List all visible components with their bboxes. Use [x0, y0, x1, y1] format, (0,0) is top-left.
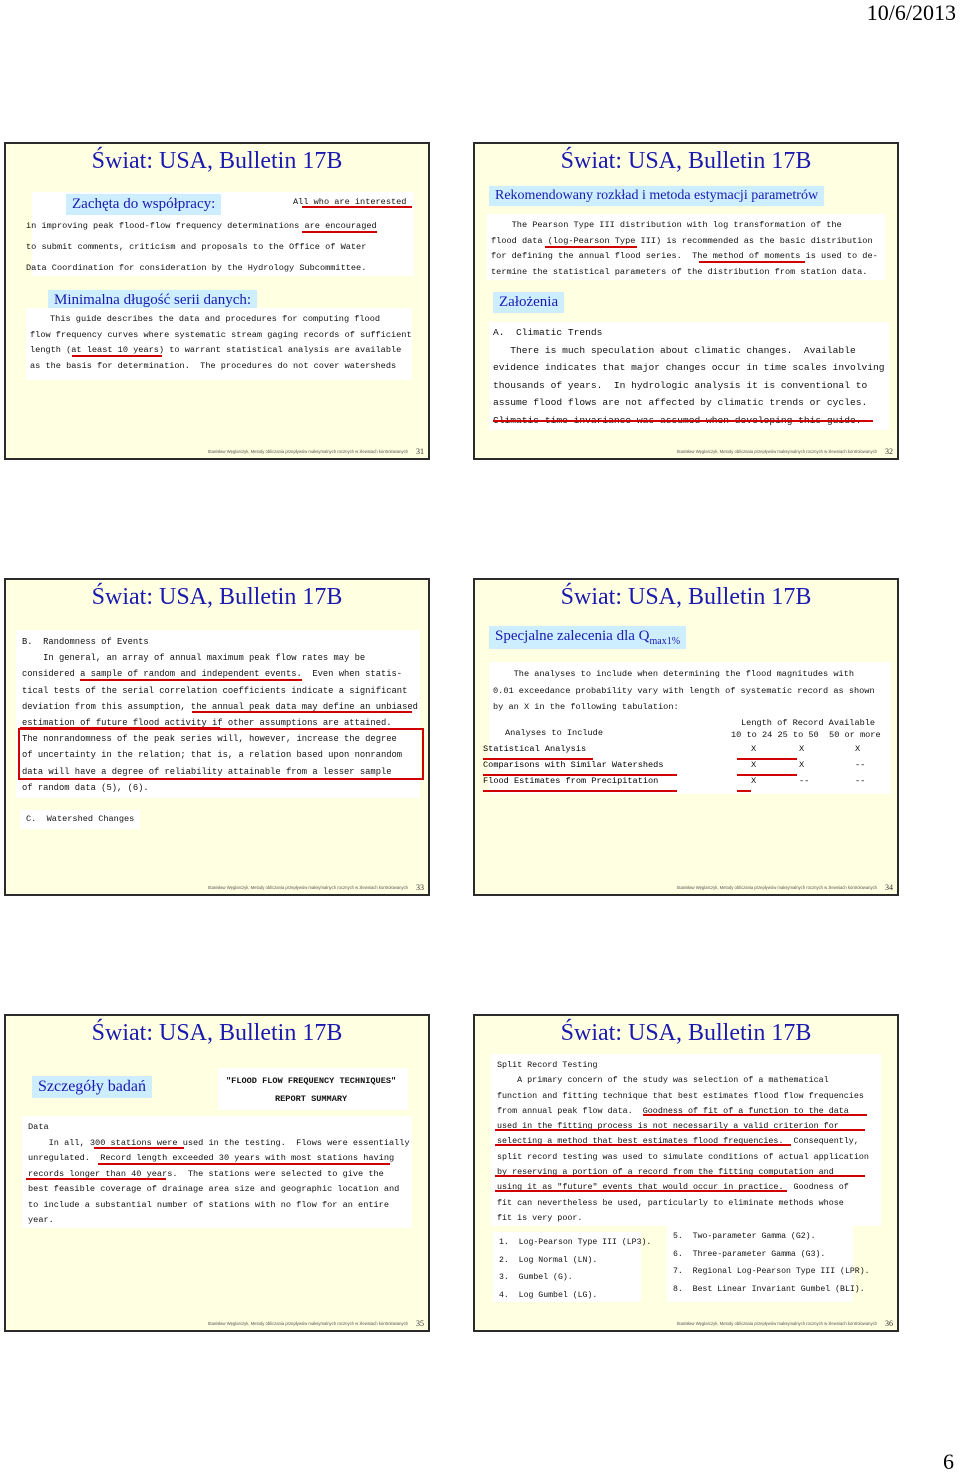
method-list-left: [495, 1232, 655, 1306]
text-line: A primary concern of the study was selection of a mathematical: [497, 1075, 829, 1086]
red-underline: [302, 206, 412, 208]
text-line: of uncertainty in the relation; that is, a relation based upon nonrandom: [22, 750, 403, 761]
list-item: 7. Regional Log-Pearson Type III (LPR).: [673, 1267, 870, 1276]
text-line: by reserving a portion of a record from the fitting computation and: [497, 1167, 834, 1178]
list-item: 8. Best Linear Invariant Gumbel (BLI).: [673, 1284, 865, 1294]
text-line: The analyses to include when determining the flood magnitudes with: [493, 669, 854, 679]
red-underline: [643, 1114, 867, 1116]
red-underline: [483, 758, 593, 760]
text-line: using it as "future" events that would occur in practice. Goodness of: [497, 1182, 849, 1193]
red-underline: [80, 679, 302, 681]
list-item: 2. Log Normal (LN).: [499, 1255, 598, 1265]
text-line: split record testing was used to simulate conditions of actual application: [497, 1151, 869, 1162]
slide-32: Świat: USA, Bulletin 17B Rekomendowany rozkład i metoda estymacji parametrów The Pearson Type III distribution with log transformation of the flood data (log-Pearson Type III) is recommended as the basic distribution for defining the annual flood series. The method of moments is used to de- termine the statistical parameters of the distribution from station data. Założenia A. Climatic Trends There is much speculation about climatic changes. Available evidence indicates that major changes occur in time scales involving thousands of years. In hydrologic analysis it is conventional to assume flood flows are not affected by climatic trends or cycles. Climatic time invariance was assumed when developing this guide. Stanisław Węglarczyk, Metody obliczania przepływów maksymalnych rocznych w zlewniach kontrolowanych 32: [473, 142, 899, 460]
red-underline: [98, 1163, 390, 1165]
text-line: Data: [28, 1122, 49, 1132]
text-line: flood data (log-Pearson Type III) is recommended as the basic distribution: [491, 235, 873, 246]
red-underline: [483, 774, 677, 776]
red-underline: [72, 355, 162, 357]
table-caption: Length of Record Available: [741, 718, 876, 728]
red-underline: [737, 758, 797, 760]
scan-text-block: [22, 214, 381, 281]
red-underline: [495, 1175, 865, 1177]
slide-title: Świat: USA, Bulletin 17B: [91, 1020, 343, 1046]
label-min-length: Minimalna długość serii danych:: [48, 290, 257, 311]
slide-title: Świat: USA, Bulletin 17B: [91, 148, 343, 174]
page-number: 6: [943, 1449, 954, 1474]
text-line: A. Climatic Trends: [493, 327, 603, 338]
red-underline: [737, 774, 797, 776]
label-special-recommendations: Specjalne zalecenia dla $Q_{max1\%}$: [489, 626, 686, 649]
text-line: length (at least 10 years) to warrant statistical analysis are available: [30, 345, 402, 355]
red-underline: [495, 1129, 865, 1131]
text-line: fit can nevertheless be used, particularly to eliminate methods whose: [497, 1197, 844, 1208]
list-item: 4. Log Gumbel (LG).: [499, 1290, 598, 1300]
text-line: B. Randomness of Events: [22, 637, 149, 647]
slide-34: Świat: USA, Bulletin 17B Specjalne zalecenia dla $Q_{max1\%}$ The analyses to include when determining the flood magnitudes with 0.01 exceedance probability vary with length of systematic record as shown by an X in the following tabulation: Length of Record Available Analyses to Include 10 to 24 25 to 50 50 or more Statistical Analysis X X X Comparisons with Similar Watersheds X X -- Flood Estimates from Precipitation X -- -- Stanisław Węglarczyk, Metody obliczania przepływów maksymalnych rocznych w zlewniach kontrolowanych 34: [473, 578, 899, 896]
text-line: year.: [28, 1215, 54, 1225]
text-line: assume flood flows are not affected by climatic trends or cycles.: [493, 397, 868, 409]
method-list-right: [669, 1226, 874, 1300]
red-underline: [20, 727, 220, 729]
scan-line: C. Watershed Changes: [20, 810, 140, 829]
text-line: The nonrandomness of the peak series will, however, increase the degree: [22, 734, 397, 745]
text-line: for defining the annual flood series. The method of moments is used to de-: [491, 251, 878, 261]
text-line: In general, an array of annual maximum peak flow rates may be: [22, 653, 366, 664]
report-title: [222, 1070, 400, 1110]
label-recommended: Rekomendowany rozkład i metoda estymacji parametrów: [489, 186, 824, 206]
text-line: in improving peak flood-flow frequency determinations are encouraged: [26, 221, 377, 231]
slide-31: Świat: USA, Bulletin 17B Zachęta do współpracy: All who are interested in improving peak flood-flow frequency determinations are encouraged to submit comments, criticism and proposals to the Office of Water Data Coordination for consideration by the Hydrology Subcommittee. Minimalna długość serii danych: This guide describes the data and procedures for computing flood flow frequency curves where systematic stream gaging records of sufficient length (at least 10 years) to warrant statistical analysis are available as the basis for determination. The procedures do not cover watersheds Stanisław Węglarczyk, Metody obliczania przepływów maksymalnych rocznych w zlewniach kontrolowanych 31: [4, 142, 430, 460]
text-line: used in the fitting process is not necessarily a valid criterion for: [497, 1121, 839, 1132]
text-line: by an X in the following tabulation:: [493, 702, 679, 712]
red-underline: [495, 1144, 791, 1146]
label-assumptions: Założenia: [493, 292, 564, 313]
red-underline: [483, 790, 677, 792]
text-line: thousands of years. In hydrologic analysis it is conventional to: [493, 379, 868, 391]
text-line: of random data (5), (6).: [22, 782, 149, 793]
red-underline: [699, 261, 805, 263]
scan-text-block: [26, 310, 416, 376]
list-item: 3. Gumbel (G).: [499, 1273, 573, 1282]
text-line: In all, 300 stations were used in the testing. Flows were essentially: [28, 1137, 410, 1148]
red-underline: [94, 1147, 184, 1149]
text-line: deviation from this assumption, the annual peak data may define an unbiased: [22, 701, 418, 712]
text-line: "FLOOD FLOW FREQUENCY TECHNIQUES": [226, 1076, 397, 1086]
text-line: to include a substantial number of stations with no flow for an entire: [28, 1199, 389, 1210]
red-underline: [737, 790, 751, 792]
list-item: 6. Three-parameter Gamma (G3).: [673, 1249, 826, 1259]
slide-title: Świat: USA, Bulletin 17B: [91, 584, 343, 610]
text-line: unregulated. Record length exceeded 30 years with most stations having: [28, 1153, 395, 1163]
table-row: Statistical Analysis X X X: [483, 744, 861, 754]
text-line: termine the statistical parameters of the distribution from station data.: [491, 266, 868, 277]
text-line: The Pearson Type III distribution with log transformation of the: [491, 220, 842, 230]
red-underline: [302, 231, 377, 233]
text-line: tical tests of the serial correlation coefficients indicate a significant: [22, 685, 408, 696]
text-line: selecting a method that best estimates flood frequencies. Consequently,: [497, 1136, 859, 1147]
red-highlight-box: [18, 728, 424, 780]
scan-text-block: [24, 1118, 414, 1231]
table-row: Comparisons with Similar Watersheds X X --: [483, 760, 866, 770]
text-line: evidence indicates that major changes occur in time scales involving: [493, 362, 885, 374]
list-item: 5. Two-parameter Gamma (G2).: [673, 1232, 816, 1241]
text-line: records longer than 40 years. The stations were selected to give the: [28, 1168, 384, 1179]
table-row: Flood Estimates from Precipitation X -- --: [483, 776, 866, 786]
scan-text-block: [489, 322, 889, 432]
scan-text-block: [489, 664, 879, 718]
text-line: considered a sample of random and independent events. Even when statis-: [22, 669, 403, 680]
table-col-header: Analyses to Include: [505, 728, 603, 738]
scan-line: All who are interested: [290, 192, 409, 213]
red-underline: [192, 711, 412, 713]
red-underline: [495, 1190, 787, 1192]
text-line: Split Record Testing: [497, 1060, 598, 1070]
text-line: REPORT SUMMARY: [274, 1094, 348, 1104]
text-line: Data Coordination for consideration by the Hydrology Subcommittee.: [26, 263, 367, 273]
red-underline: [26, 1178, 166, 1180]
text-line: to submit comments, criticism and proposals to the Office of Water: [26, 242, 367, 252]
text-line: estimation of future flood activity if other assumptions are attained.: [22, 718, 392, 729]
slide-title: Świat: USA, Bulletin 17B: [560, 584, 812, 610]
slide-title: Świat: USA, Bulletin 17B: [560, 148, 812, 174]
text-line: function and fitting technique that best estimates flood flow frequencies: [497, 1090, 864, 1101]
label-study-details: Szczegóły badań: [32, 1076, 152, 1098]
scan-text-block: [487, 216, 882, 282]
text-line: 0.01 exceedance probability vary with length of systematic record as shown: [493, 685, 875, 696]
slide-33: Świat: USA, Bulletin 17B B. Randomness of Events In general, an array of annual maximum peak flow rates may be considered a sample of random and independent events. Even when statis- tical tests of the serial correlation coefficients indicate a significant deviation from this assumption, the annual peak data may define an unbiased estimation of future flood activity if other assumptions are attained. The nonrandomness of the peak series will, however, increase the degree of uncertainty in the relation; that is, a relation based upon nonrandom data will have a degree of reliability attainable from a lesser sample of random data (5), (6). C. Watershed Changes Stanisław Węglarczyk, Metody obliczania przepływów maksymalnych rocznych w zlewniach kontrolowanych 33: [4, 578, 430, 896]
text-line: data will have a degree of reliability attainable from a lesser sample: [22, 766, 392, 777]
slide-35: Świat: USA, Bulletin 17B Szczegóły badań "FLOOD FLOW FREQUENCY TECHNIQUES" REPORT SUMMARY Data In all, 300 stations were used in the testing. Flows were essentially unregulated. Record length exceeded 30 years with most stations having records longer than 40 years. The stations were selected to give the best feasible coverage of drainage area size and geographic location and to include a substantial number of stations with no flow for an entire year. Stanisław Węglarczyk, Metody obliczania przepływów maksymalnych rocznych w zlewniach kontrolowanych 35: [4, 1014, 430, 1332]
text-line: fit is very poor.: [497, 1212, 583, 1223]
red-underline: [545, 246, 637, 248]
text-line: This guide describes the data and procedures for computing flood: [50, 314, 381, 324]
table-body: [483, 744, 887, 792]
red-underline: [493, 420, 873, 422]
list-item: 1. Log-Pearson Type III (LP3).: [499, 1238, 652, 1247]
text-line: best feasible coverage of drainage area size and geographic location and: [28, 1184, 400, 1194]
slide-title: Świat: USA, Bulletin 17B: [560, 1020, 812, 1046]
table-columns: 10 to 24 25 to 50 50 or more: [731, 730, 881, 740]
text-line: There is much speculation about climatic changes. Available: [493, 344, 856, 356]
text-line: flow frequency curves where systematic stream gaging records of sufficient: [30, 329, 412, 340]
slide-36: Świat: USA, Bulletin 17B Split Record Testing A primary concern of the study was selection of a mathematical function and fitting technique that best estimates flood flow frequencies from annual peak flow data. Goodness of fit of a function to the data used in the fitting process is not necessarily a valid criterion for selecting a method that best estimates flood frequencies. Consequently, split record testing was used to simulate conditions of actual application by reserving a portion of a record from the fitting computation and using it as "future" events that would occur in practice. Goodness of fit can nevertheless be used, particularly to eliminate methods whose fit is very poor. 1. Log-Pearson Type III (LP3). 2. Log Normal (LN). 3. Gumbel (G). 4. Log Gumbel (LG). 5. Two-parameter Gamma (G2). 6. Three-parameter Gamma (G3). 7. Regional Log-Pearson Type III (LPR). 8. Best Linear Invariant Gumbel (BLI). Stanisław Węglarczyk, Metody obliczania przepływów maksymalnych rocznych w zlewniach kontrolowanych 36: [473, 1014, 899, 1332]
scan-text-block: [493, 1056, 873, 1228]
label-encouragement: Zachęta do współpracy:: [66, 194, 221, 215]
text-line: Climatic time invariance was assumed when developing this guide.: [493, 414, 862, 426]
text-line: from annual peak flow data. Goodness of fit of a function to the data: [497, 1105, 849, 1116]
text-line: as the basis for determination. The procedures do not cover watersheds: [30, 360, 397, 371]
page-date: 10/6/2013: [866, 0, 956, 25]
